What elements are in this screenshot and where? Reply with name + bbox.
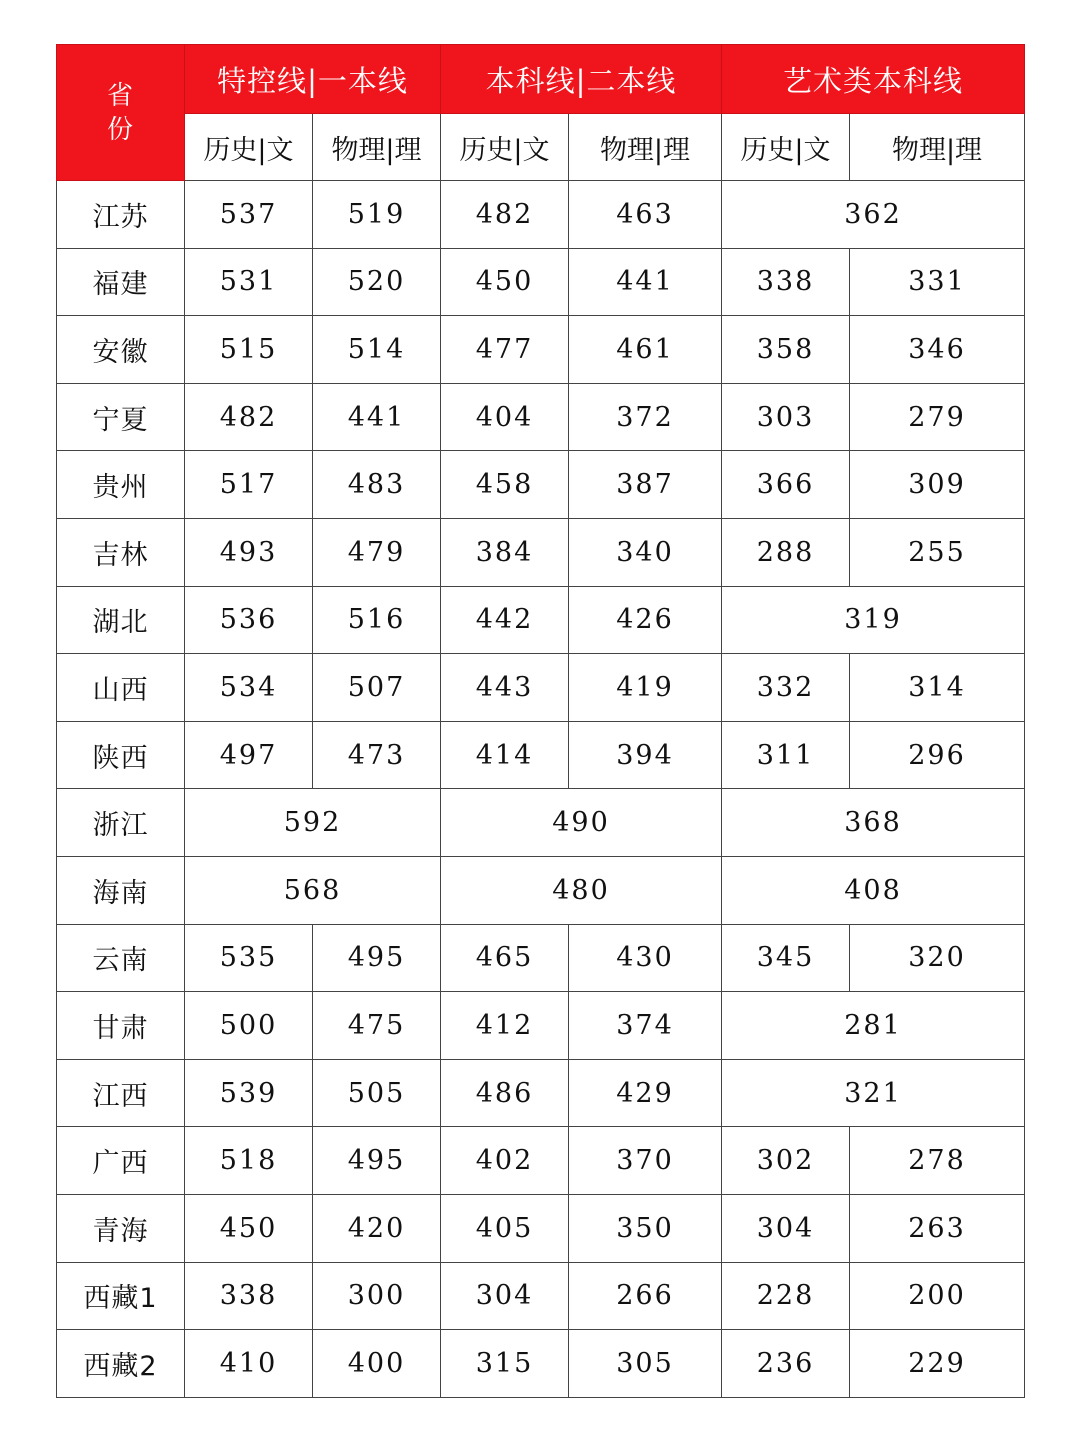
sub-header: 历史|文 [722,114,850,181]
benke-physics-cell: 266 [569,1262,722,1330]
sub-header: 物理|理 [313,114,441,181]
province-cell: 西藏1 [57,1262,185,1330]
score-table [56,44,1025,1398]
tekong-history-cell: 338 [185,1262,313,1330]
province-header-char-1: 省 [106,80,134,111]
art-history-cell: 304 [722,1194,850,1262]
table-row [57,789,1025,857]
art-history-cell: 236 [722,1330,850,1398]
tekong-history-cell: 515 [185,316,313,384]
province-cell: 云南 [57,924,185,992]
art-history-cell: 303 [722,383,850,451]
tekong-history-cell: 537 [185,181,313,249]
tekong-physics-cell: 505 [313,1059,441,1127]
art-history-cell: 358 [722,316,850,384]
art-physics-cell: 229 [850,1330,1025,1398]
tekong-physics-cell: 473 [313,721,441,789]
table-row [57,181,1025,249]
province-cell: 江西 [57,1059,185,1127]
benke-history-cell: 443 [441,654,569,722]
header-row-subjects [57,114,1025,181]
table-row [57,1262,1025,1330]
art-history-cell: 311 [722,721,850,789]
art-history-cell: 345 [722,924,850,992]
tekong-history-cell: 497 [185,721,313,789]
province-cell: 江苏 [57,181,185,249]
benke-history-cell: 450 [441,248,569,316]
province-cell: 陕西 [57,721,185,789]
art-history-cell: 338 [722,248,850,316]
art-physics-cell: 296 [850,721,1025,789]
province-cell: 宁夏 [57,383,185,451]
benke-physics-cell: 340 [569,518,722,586]
tekong-history-cell: 517 [185,451,313,519]
table-row [57,518,1025,586]
tekong-physics-cell: 516 [313,586,441,654]
benke-history-cell: 458 [441,451,569,519]
tekong-history-cell: 493 [185,518,313,586]
art-physics-cell: 331 [850,248,1025,316]
tekong-history-cell: 535 [185,924,313,992]
province-cell: 浙江 [57,789,185,857]
art-history-cell: 332 [722,654,850,722]
benke-history-cell: 402 [441,1127,569,1195]
tekong-history-cell: 534 [185,654,313,722]
tekong-cell: 592 [185,789,441,857]
benke-history-cell: 315 [441,1330,569,1398]
benke-history-cell: 486 [441,1059,569,1127]
table-body [57,181,1025,1398]
benke-history-cell: 412 [441,992,569,1060]
table-row [57,924,1025,992]
province-cell: 湖北 [57,586,185,654]
table-row [57,1059,1025,1127]
tekong-physics-cell: 483 [313,451,441,519]
table-row [57,654,1025,722]
benke-cell: 480 [441,856,722,924]
group-header-art: 艺术类本科线 [722,45,1025,114]
benke-history-cell: 404 [441,383,569,451]
art-cell: 281 [722,992,1025,1060]
group-header-benke: 本科线|二本线 [441,45,722,114]
table-row [57,316,1025,384]
tekong-physics-cell: 507 [313,654,441,722]
benke-physics-cell: 463 [569,181,722,249]
art-cell: 319 [722,586,1025,654]
tekong-cell: 568 [185,856,441,924]
benke-physics-cell: 461 [569,316,722,384]
group-header-tekong: 特控线|一本线 [185,45,441,114]
benke-physics-cell: 441 [569,248,722,316]
art-cell: 408 [722,856,1025,924]
tekong-physics-cell: 495 [313,1127,441,1195]
benke-history-cell: 414 [441,721,569,789]
benke-physics-cell: 374 [569,992,722,1060]
benke-history-cell: 304 [441,1262,569,1330]
art-physics-cell: 279 [850,383,1025,451]
sub-header: 物理|理 [850,114,1025,181]
province-cell: 安徽 [57,316,185,384]
art-history-cell: 302 [722,1127,850,1195]
table-row [57,383,1025,451]
tekong-history-cell: 410 [185,1330,313,1398]
benke-physics-cell: 350 [569,1194,722,1262]
benke-history-cell: 442 [441,586,569,654]
tekong-physics-cell: 495 [313,924,441,992]
tekong-physics-cell: 441 [313,383,441,451]
benke-history-cell: 482 [441,181,569,249]
benke-history-cell: 405 [441,1194,569,1262]
tekong-history-cell: 500 [185,992,313,1060]
tekong-history-cell: 531 [185,248,313,316]
tekong-history-cell: 518 [185,1127,313,1195]
benke-physics-cell: 429 [569,1059,722,1127]
province-cell: 甘肃 [57,992,185,1060]
sub-header: 历史|文 [185,114,313,181]
art-history-cell: 228 [722,1262,850,1330]
table-row [57,1127,1025,1195]
benke-physics-cell: 387 [569,451,722,519]
benke-history-cell: 465 [441,924,569,992]
art-physics-cell: 314 [850,654,1025,722]
province-cell: 海南 [57,856,185,924]
benke-cell: 490 [441,789,722,857]
province-cell: 青海 [57,1194,185,1262]
sub-header: 历史|文 [441,114,569,181]
art-physics-cell: 320 [850,924,1025,992]
tekong-physics-cell: 300 [313,1262,441,1330]
art-history-cell: 366 [722,451,850,519]
tekong-physics-cell: 475 [313,992,441,1060]
table-row [57,856,1025,924]
header-row-groups [57,45,1025,114]
province-header-char-2: 份 [106,114,134,145]
province-cell: 贵州 [57,451,185,519]
art-cell: 368 [722,789,1025,857]
province-cell: 西藏2 [57,1330,185,1398]
table-row [57,992,1025,1060]
tekong-history-cell: 482 [185,383,313,451]
province-cell: 山西 [57,654,185,722]
art-physics-cell: 263 [850,1194,1025,1262]
table-row [57,451,1025,519]
tekong-physics-cell: 520 [313,248,441,316]
table-row [57,586,1025,654]
tekong-physics-cell: 479 [313,518,441,586]
benke-physics-cell: 372 [569,383,722,451]
art-physics-cell: 278 [850,1127,1025,1195]
tekong-physics-cell: 420 [313,1194,441,1262]
tekong-physics-cell: 400 [313,1330,441,1398]
province-cell: 吉林 [57,518,185,586]
tekong-physics-cell: 519 [313,181,441,249]
benke-history-cell: 384 [441,518,569,586]
tekong-history-cell: 539 [185,1059,313,1127]
tekong-history-cell: 536 [185,586,313,654]
art-cell: 362 [722,181,1025,249]
province-header [57,45,185,181]
table-row [57,721,1025,789]
art-physics-cell: 309 [850,451,1025,519]
benke-physics-cell: 305 [569,1330,722,1398]
art-cell: 321 [722,1059,1025,1127]
benke-physics-cell: 394 [569,721,722,789]
tekong-physics-cell: 514 [313,316,441,384]
table-row [57,248,1025,316]
benke-physics-cell: 426 [569,586,722,654]
benke-history-cell: 477 [441,316,569,384]
benke-physics-cell: 430 [569,924,722,992]
province-cell: 福建 [57,248,185,316]
benke-physics-cell: 370 [569,1127,722,1195]
art-physics-cell: 200 [850,1262,1025,1330]
province-cell: 广西 [57,1127,185,1195]
art-physics-cell: 255 [850,518,1025,586]
art-physics-cell: 346 [850,316,1025,384]
art-history-cell: 288 [722,518,850,586]
tekong-history-cell: 450 [185,1194,313,1262]
table-row [57,1330,1025,1398]
benke-physics-cell: 419 [569,654,722,722]
table-row [57,1194,1025,1262]
sub-header: 物理|理 [569,114,722,181]
